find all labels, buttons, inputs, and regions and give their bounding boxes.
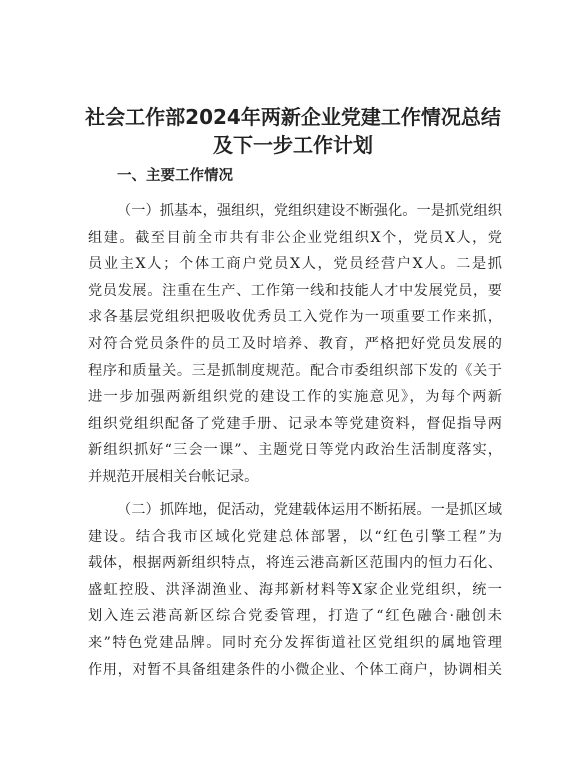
paragraph-line: （二）抓阵地，促活动，党建载体运用不断拓展。一是抓区域 — [117, 502, 502, 518]
paragraph-line: 并规范开展相关台帐记录。 — [88, 468, 259, 485]
paragraph-line: 员业主X人；个体工商户党员X人，党员经营户X人。二是抓 — [88, 256, 502, 273]
paragraph-line: 对符合党员条件的员工及时培养、教育，严格把好党员发展的 — [88, 335, 502, 352]
paragraph-line: 进一步加强两新组织党的建设工作的实施意见》，为每个两新 — [88, 389, 502, 406]
paragraph-line: 作用，对暂不具备组建条件的小微企业、个体工商户，协调相关 — [88, 661, 502, 678]
paragraph-line: 来”特色党建品牌。同时充分发挥街道社区党组织的属地管理 — [88, 634, 502, 651]
title-line: 社会工作部2024年两新企业党建工作情况总结 — [85, 105, 501, 129]
paragraph-line: 党员发展。注重在生产、工作第一线和技能人才中发展党员，要 — [88, 282, 502, 299]
paragraph-line: （一）抓基本，强组织，党组织建设不断强化。一是抓党组织 — [117, 203, 502, 219]
paragraph-1 — [88, 198, 502, 491]
paragraph-line: 划入连云港高新区综合党委管理，打造了“红色融合·融创未 — [88, 608, 502, 625]
paragraph-line: 程序和质量关。三是抓制度规范。配合市委组织部下发的《关于 — [88, 362, 502, 379]
section-heading: 一、主要工作情况 — [117, 168, 233, 184]
title-line: 及下一步工作计划 — [213, 133, 373, 157]
paragraph-line: 建设。结合我市区域化党建总体部署，以“红色引擎工程”为 — [88, 528, 502, 545]
paragraph-line: 盛虹控股、洪泽湖渔业、海邦新材料等X家企业党组织，统一 — [88, 581, 502, 598]
paragraph-line: 组建。截至目前全市共有非公企业党组织X个，党员X人，党 — [88, 229, 502, 246]
paragraph-line: 新组织抓好“三会一课”、主题党日等党内政治生活制度落实， — [88, 442, 502, 459]
paragraph-line: 组织党组织配备了党建手册、记录本等党建资料，督促指导两 — [88, 415, 502, 432]
paragraph-line: 载体，根据两新组织特点，将连云港高新区范围内的恒力石化、 — [88, 555, 502, 572]
paragraph-line: 求各基层党组织把吸收优秀员工入党作为一项重要工作来抓， — [88, 309, 502, 326]
document-title — [60, 103, 526, 159]
paragraph-2 — [88, 497, 502, 683]
